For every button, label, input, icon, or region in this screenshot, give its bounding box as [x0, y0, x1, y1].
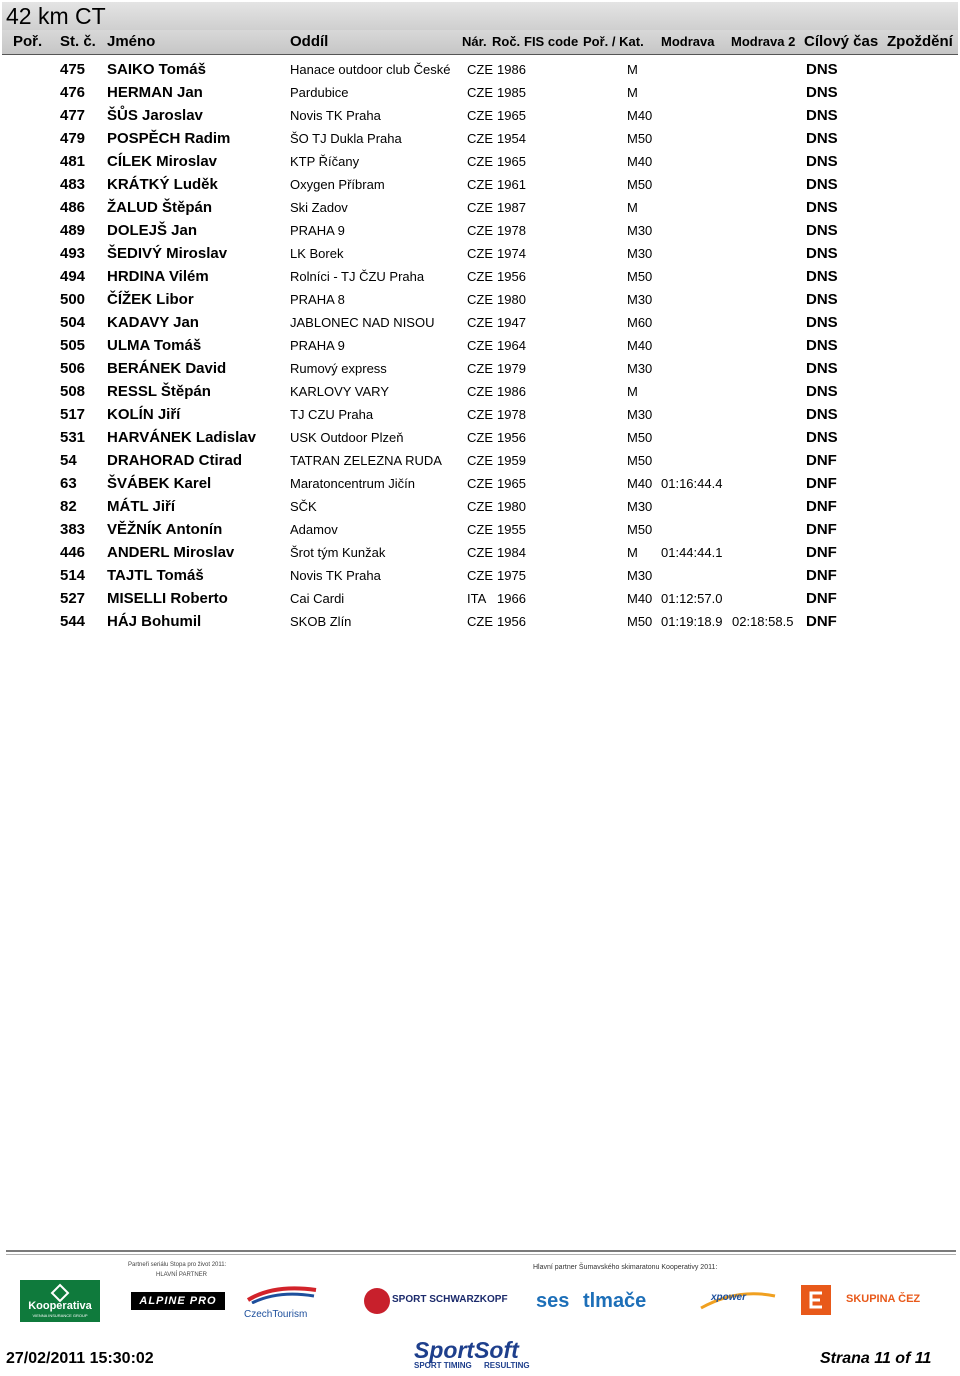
club-name: Cai Cardi — [290, 591, 345, 606]
skupina-cez-logo-text: SKUPINA ČEZ — [846, 1293, 921, 1305]
birth-year: 1956 — [497, 430, 526, 445]
athlete-name: CÍLEK Miroslav — [107, 153, 218, 170]
club-name: KTP Říčany — [290, 154, 360, 169]
start-number: 476 — [60, 84, 86, 101]
sportsoft-logo-subtitle — [414, 1361, 550, 1370]
table-row — [0, 265, 960, 288]
club-name: Ski Zadov — [290, 200, 348, 215]
category: M — [627, 545, 638, 560]
title-band — [2, 2, 958, 30]
result-status: DNS — [806, 291, 838, 308]
athlete-name: ULMA Tomáš — [107, 337, 202, 354]
athlete-name: ŠVÁBEK Karel — [107, 475, 212, 492]
birth-year: 1974 — [497, 246, 526, 261]
start-number: 506 — [60, 360, 86, 377]
header-kat: Poř. / Kat. — [583, 34, 644, 49]
skupina-cez-logo — [800, 1284, 930, 1316]
category: M60 — [627, 315, 653, 330]
birth-year: 1984 — [497, 545, 526, 560]
header-zpozdeni: Zpoždění — [887, 33, 953, 50]
nationality: CZE — [467, 522, 493, 537]
club-name: Rumový express — [290, 361, 387, 376]
result-status: DNF — [806, 452, 837, 469]
result-status: DNS — [806, 153, 838, 170]
table-row — [0, 334, 960, 357]
start-number: 383 — [60, 521, 86, 538]
start-number: 514 — [60, 567, 86, 584]
xpower-logo-text: xpower — [711, 1292, 747, 1303]
result-status: DNF — [806, 567, 837, 584]
club-name: TATRAN ZELEZNA RUDA — [290, 453, 442, 468]
start-number: 544 — [60, 613, 86, 630]
category: M50 — [627, 131, 653, 146]
birth-year: 1986 — [497, 62, 526, 77]
result-status: DNS — [806, 84, 838, 101]
alpine-pro-logo: ALPINE PRO — [131, 1292, 225, 1310]
nationality: CZE — [467, 430, 493, 445]
athlete-name: ŠŮS Jaroslav — [107, 107, 203, 124]
table-row — [0, 449, 960, 472]
category: M30 — [627, 246, 653, 261]
table-row — [0, 150, 960, 173]
result-status: DNS — [806, 406, 838, 423]
table-row — [0, 564, 960, 587]
table-row — [0, 311, 960, 334]
birth-year: 1986 — [497, 384, 526, 399]
sportsoft-logo-part1: Sport — [414, 1337, 475, 1363]
start-number: 500 — [60, 291, 86, 308]
kooperativa-logo-text: Kooperativa — [28, 1300, 92, 1312]
partners-caption-text: Partneři seriálu Stopa pro život 2011: — [128, 1262, 227, 1268]
split-modrava: 01:44:44.1 — [661, 545, 723, 560]
athlete-name: MÁTL Jiří — [107, 498, 176, 515]
nationality: CZE — [467, 384, 493, 399]
category: M30 — [627, 223, 653, 238]
athlete-name: ANDERL Miroslav — [107, 544, 235, 561]
club-name: Hanace outdoor club České — [290, 62, 451, 77]
nationality: CZE — [467, 246, 493, 261]
birth-year: 1978 — [497, 223, 526, 238]
category: M40 — [627, 154, 653, 169]
start-number: 54 — [60, 452, 77, 469]
birth-year: 1980 — [497, 499, 526, 514]
partners-caption-right: Hlavní partner Šumavského skimaratonu Kooperativy 2011: — [533, 1264, 718, 1271]
birth-year: 1966 — [497, 591, 526, 606]
table-row — [0, 426, 960, 449]
nationality: CZE — [467, 453, 493, 468]
result-status: DNS — [806, 337, 838, 354]
table-row — [0, 495, 960, 518]
sportsoft-logo-wordmark — [414, 1339, 550, 1361]
sportsoft-logo — [414, 1339, 550, 1373]
split-modrava: 01:16:44.4 — [661, 476, 723, 491]
page-title: 42 km CT — [6, 3, 106, 29]
athlete-name: POSPĚCH Radim — [107, 130, 231, 147]
category: M — [627, 384, 638, 399]
category: M30 — [627, 568, 653, 583]
start-number: 475 — [60, 61, 86, 78]
partners-main-partner-label: HLAVNÍ PARTNER — [156, 1272, 208, 1278]
category: M50 — [627, 430, 653, 445]
athlete-name: HARVÁNEK Ladislav — [107, 429, 256, 446]
start-number: 82 — [60, 498, 77, 515]
start-number: 483 — [60, 176, 86, 193]
result-status: DNF — [806, 613, 837, 630]
athlete-name: DRAHORAD Ctirad — [107, 452, 242, 469]
results-table — [0, 58, 960, 633]
table-row — [0, 288, 960, 311]
club-name: Rolníci - TJ ČZU Praha — [290, 269, 425, 284]
start-number: 508 — [60, 383, 86, 400]
result-status: DNF — [806, 544, 837, 561]
header-cilovy-cas: Cílový čas — [804, 33, 879, 50]
category: M50 — [627, 269, 653, 284]
tlmace-logo-text: tlmače — [582, 1290, 647, 1312]
category: M — [627, 85, 638, 100]
category: M40 — [627, 476, 653, 491]
birth-year: 1965 — [497, 476, 526, 491]
category: M50 — [627, 177, 653, 192]
footer-separator — [6, 1250, 956, 1252]
start-number: 477 — [60, 107, 86, 124]
athlete-name: HÁJ Bohumil — [107, 613, 202, 630]
sportsoft-logo-part2: Soft — [474, 1337, 519, 1363]
club-name: Maratoncentrum Jičín — [290, 476, 415, 491]
category: M30 — [627, 499, 653, 514]
result-status: DNS — [806, 61, 838, 78]
birth-year: 1964 — [497, 338, 526, 353]
athlete-name: ŠEDIVÝ Miroslav — [107, 245, 228, 262]
nationality: CZE — [467, 499, 493, 514]
club-name: PRAHA 9 — [290, 338, 345, 353]
sportsoft-logo-sub1: SPORT TIMING — [414, 1361, 472, 1370]
athlete-name: KRÁTKÝ Luděk — [107, 176, 218, 193]
sportsoft-logo-sub2: RESULTING — [484, 1361, 530, 1370]
table-row — [0, 127, 960, 150]
print-timestamp: 27/02/2011 15:30:02 — [6, 1350, 154, 1367]
birth-year: 1965 — [497, 108, 526, 123]
header-modrava: Modrava — [661, 34, 715, 49]
club-name: LK Borek — [290, 246, 344, 261]
birth-year: 1978 — [497, 407, 526, 422]
start-number: 494 — [60, 268, 86, 285]
athlete-name: HRDINA Vilém — [107, 268, 209, 285]
birth-year: 1975 — [497, 568, 526, 583]
category: M — [627, 200, 638, 215]
result-status: DNF — [806, 498, 837, 515]
start-number: 493 — [60, 245, 86, 262]
category: M40 — [627, 338, 653, 353]
split-modrava: 01:19:18.9 — [661, 614, 723, 629]
czechtourism-logo-text: CzechTourism — [244, 1309, 308, 1320]
club-name: SČK — [290, 499, 317, 514]
ses-tlmace-logo — [536, 1290, 646, 1313]
cez-emblem-icon — [800, 1284, 832, 1316]
birth-year: 1955 — [497, 522, 526, 537]
table-row — [0, 357, 960, 380]
header-fis: FIS code — [524, 34, 579, 49]
result-status: DNS — [806, 360, 838, 377]
start-number: 527 — [60, 590, 86, 607]
result-status: DNF — [806, 590, 837, 607]
nationality: CZE — [467, 315, 493, 330]
ses-logo-text: ses — [536, 1290, 570, 1312]
start-number: 505 — [60, 337, 86, 354]
sport-point-badge-icon — [362, 1286, 392, 1316]
result-status: DNS — [806, 130, 838, 147]
result-status: DNS — [806, 245, 838, 262]
table-row — [0, 196, 960, 219]
czechtourism-logo — [244, 1284, 320, 1318]
athlete-name: ŽALUD Štěpán — [107, 199, 212, 216]
kooperativa-logo — [20, 1280, 100, 1322]
header-oddil: Oddíl — [290, 33, 329, 50]
birth-year: 1947 — [497, 315, 526, 330]
nationality: CZE — [467, 338, 493, 353]
club-name: TJ CZU Praha — [290, 407, 374, 422]
club-name: PRAHA 8 — [290, 292, 345, 307]
athlete-name: SAIKO Tomáš — [107, 61, 206, 78]
birth-year: 1965 — [497, 154, 526, 169]
header-jmeno: Jméno — [107, 33, 156, 50]
nationality: CZE — [467, 200, 493, 215]
table-row — [0, 587, 960, 610]
club-name: SKOB Zlín — [290, 614, 352, 629]
birth-year: 1956 — [497, 269, 526, 284]
table-row — [0, 173, 960, 196]
nationality: CZE — [467, 85, 493, 100]
result-status: DNS — [806, 199, 838, 216]
table-row — [0, 104, 960, 127]
header-roc: Roč. — [492, 34, 521, 49]
nationality: CZE — [467, 177, 493, 192]
table-row — [0, 380, 960, 403]
birth-year: 1985 — [497, 85, 526, 100]
page-number: Strana 11 of 11 — [820, 1350, 932, 1367]
nationality: CZE — [467, 108, 493, 123]
result-status: DNS — [806, 314, 838, 331]
athlete-name: BERÁNEK David — [107, 360, 227, 377]
athlete-name: DOLEJŠ Jan — [107, 222, 198, 239]
nationality: ITA — [467, 591, 487, 606]
nationality: CZE — [467, 269, 493, 284]
athlete-name: KADAVY Jan — [107, 314, 199, 331]
result-status: DNS — [806, 222, 838, 239]
category: M40 — [627, 591, 653, 606]
category: M50 — [627, 453, 653, 468]
result-status: DNS — [806, 107, 838, 124]
split-modrava2: 02:18:58.5 — [732, 614, 794, 629]
category: M — [627, 62, 638, 77]
header-modrava2: Modrava 2 — [731, 34, 796, 49]
club-name: Šrot tým Kunžak — [290, 545, 386, 560]
start-number: 481 — [60, 153, 86, 170]
start-number: 531 — [60, 429, 86, 446]
nationality: CZE — [467, 131, 493, 146]
start-number: 504 — [60, 314, 86, 331]
nationality: CZE — [467, 614, 493, 629]
nationality: CZE — [467, 62, 493, 77]
nationality: CZE — [467, 476, 493, 491]
birth-year: 1980 — [497, 292, 526, 307]
category: M30 — [627, 292, 653, 307]
kooperativa-logo-subtext: VIENNA INSURANCE GROUP — [32, 1313, 88, 1318]
athlete-name: VĚŽNÍK Antonín — [107, 521, 223, 538]
header-nar: Nár. — [462, 34, 487, 49]
club-name: USK Outdoor Plzeň — [290, 430, 404, 445]
birth-year: 1987 — [497, 200, 526, 215]
nationality: CZE — [467, 361, 493, 376]
table-row — [0, 242, 960, 265]
birth-year: 1959 — [497, 453, 526, 468]
result-status: DNS — [806, 176, 838, 193]
start-number: 489 — [60, 222, 86, 239]
club-name: Novis TK Praha — [290, 568, 381, 583]
nationality: CZE — [467, 292, 493, 307]
result-status: DNF — [806, 475, 837, 492]
result-status: DNS — [806, 268, 838, 285]
result-status: DNF — [806, 521, 837, 538]
start-number: 446 — [60, 544, 86, 561]
athlete-name: ČÍŽEK Libor — [107, 291, 194, 308]
table-row — [0, 541, 960, 564]
club-name: ŠO TJ Dukla Praha — [290, 131, 402, 146]
result-status: DNS — [806, 429, 838, 446]
birth-year: 1954 — [497, 131, 526, 146]
nationality: CZE — [467, 407, 493, 422]
athlete-name: MISELLI Roberto — [107, 590, 228, 607]
club-name: JABLONEC NAD NISOU — [290, 315, 435, 330]
sport-schwarzkopf-logo-text: SPORT SCHWARZKOPF — [392, 1294, 508, 1305]
start-number: 517 — [60, 406, 86, 423]
czechtourism-swoosh-icon — [244, 1284, 320, 1304]
nationality: CZE — [467, 154, 493, 169]
club-name: Novis TK Praha — [290, 108, 381, 123]
table-row — [0, 403, 960, 426]
category: M50 — [627, 522, 653, 537]
category: M30 — [627, 361, 653, 376]
header-st: St. č. — [60, 33, 96, 50]
birth-year: 1956 — [497, 614, 526, 629]
athlete-name: TAJTL Tomáš — [107, 567, 204, 584]
table-row — [0, 58, 960, 81]
start-number: 486 — [60, 199, 86, 216]
athlete-name: HERMAN Jan — [107, 84, 203, 101]
club-name: Adamov — [290, 522, 338, 537]
header-por: Poř. — [13, 33, 43, 50]
table-row — [0, 518, 960, 541]
partners-caption-left — [128, 1261, 226, 1279]
nationality: CZE — [467, 223, 493, 238]
club-name: PRAHA 9 — [290, 223, 345, 238]
club-name: KARLOVY VARY — [290, 384, 389, 399]
athlete-name: RESSL Štěpán — [107, 383, 211, 400]
club-name: Pardubice — [290, 85, 349, 100]
category: M40 — [627, 108, 653, 123]
table-row — [0, 219, 960, 242]
category: M30 — [627, 407, 653, 422]
result-status: DNS — [806, 383, 838, 400]
table-row — [0, 472, 960, 495]
category: M50 — [627, 614, 653, 629]
nationality: CZE — [467, 545, 493, 560]
athlete-name: KOLÍN Jiří — [107, 406, 181, 423]
split-modrava: 01:12:57.0 — [661, 591, 723, 606]
xpower-logo — [697, 1286, 779, 1316]
club-name: Oxygen Příbram — [290, 177, 385, 192]
nationality: CZE — [467, 568, 493, 583]
table-row — [0, 610, 960, 633]
birth-year: 1979 — [497, 361, 526, 376]
start-number: 63 — [60, 475, 77, 492]
footer-separator-thin — [6, 1254, 956, 1255]
birth-year: 1961 — [497, 177, 526, 192]
table-row — [0, 81, 960, 104]
sport-schwarzkopf-logo — [362, 1286, 508, 1316]
start-number: 479 — [60, 130, 86, 147]
